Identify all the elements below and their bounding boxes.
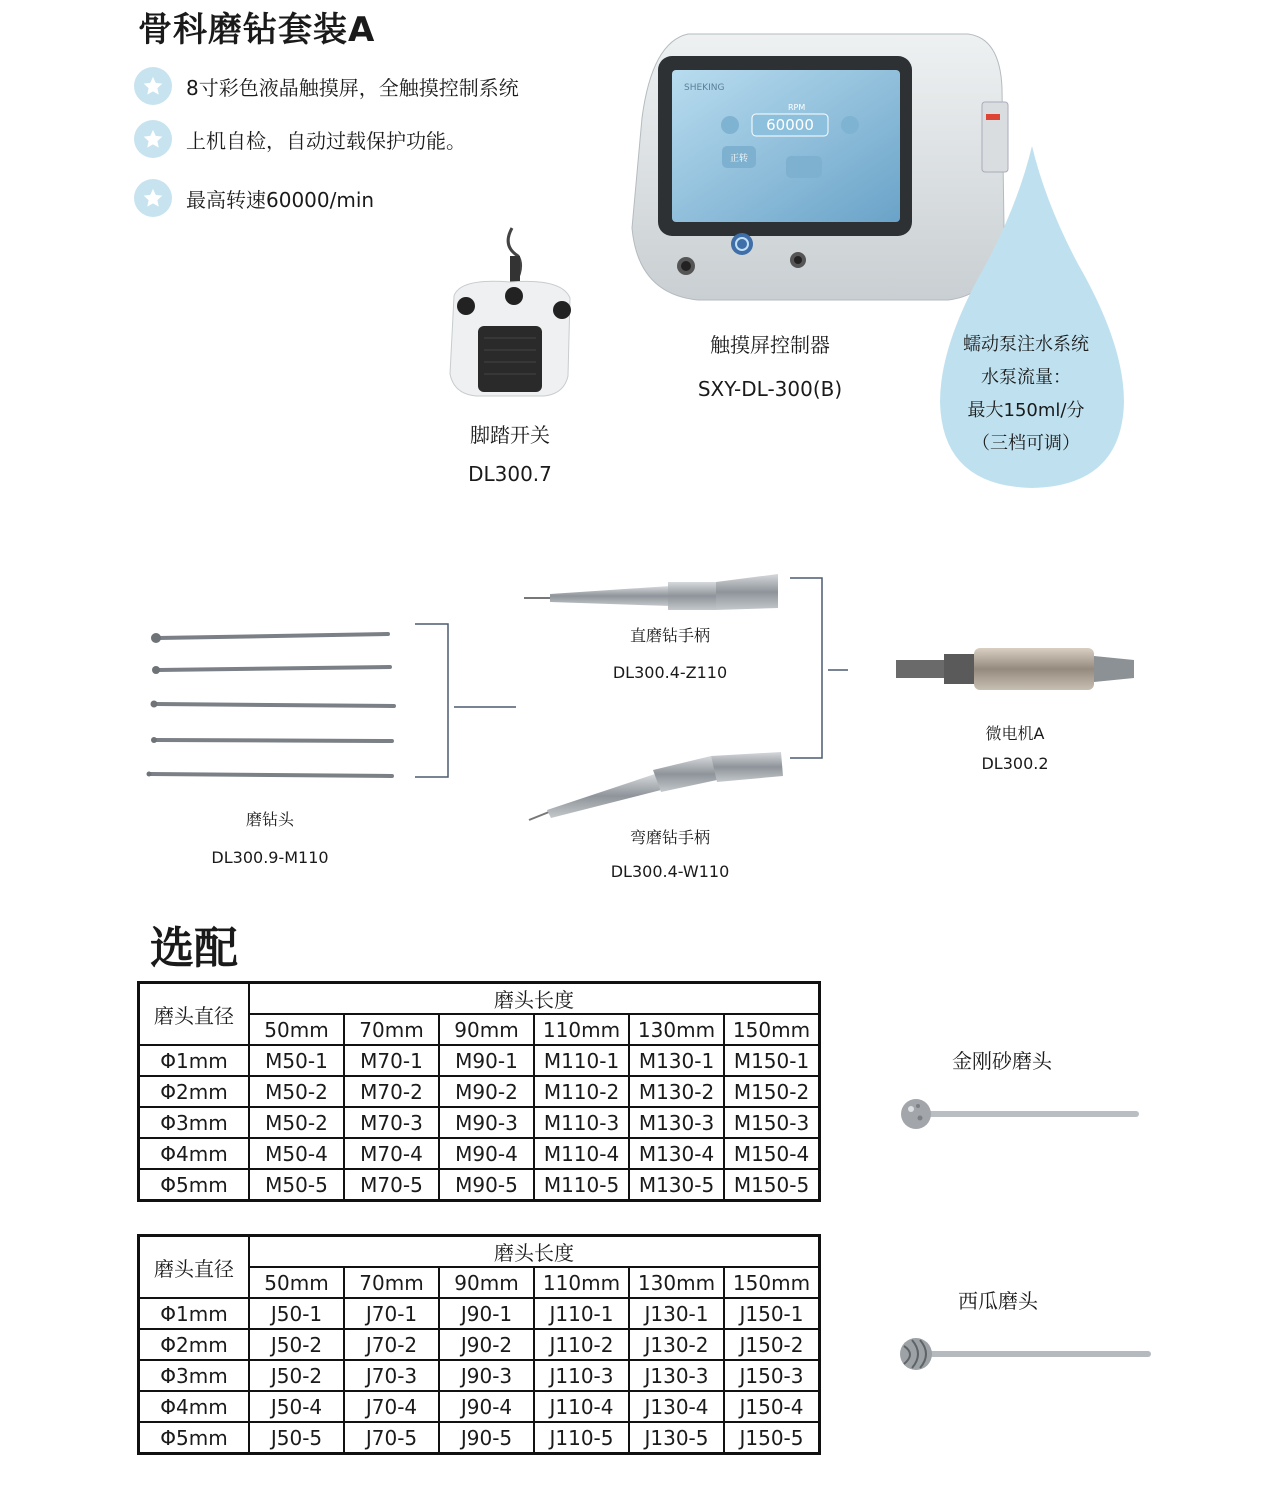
micro-motor-image — [894, 644, 1140, 694]
column-header: 70mm — [344, 1014, 439, 1045]
table-cell: J110-5 — [534, 1422, 629, 1454]
curved-handpiece-name: 弯磨钻手柄 — [629, 828, 710, 847]
column-header: 150mm — [724, 1014, 820, 1045]
table-row — [139, 1360, 820, 1391]
table-row — [139, 1329, 820, 1360]
table-cell: J90-3 — [439, 1360, 534, 1391]
page-title: 骨科磨钻套装A — [138, 10, 376, 50]
table-cell: J50-4 — [249, 1391, 344, 1422]
row-label: Φ4mm — [139, 1391, 250, 1422]
table-cell: J150-2 — [724, 1329, 820, 1360]
table-cell: M90-5 — [439, 1169, 534, 1201]
group-header: 磨头长度 — [249, 983, 820, 1015]
pump-line: （三档可调） — [972, 433, 1080, 454]
table-row — [139, 1138, 820, 1169]
row-label: Φ1mm — [139, 1045, 250, 1076]
table-cell: J50-1 — [249, 1298, 344, 1329]
table-cell: M130-4 — [629, 1138, 724, 1169]
table-cell: M70-1 — [344, 1045, 439, 1076]
table-cell: M50-5 — [249, 1169, 344, 1201]
feature-item — [134, 178, 374, 218]
curved-handpiece-model: DL300.4-W110 — [610, 862, 730, 881]
table-cell: J90-2 — [439, 1329, 534, 1360]
pump-line: 最大150ml/分 — [967, 400, 1085, 421]
straight-handpiece-name: 直磨钻手柄 — [629, 626, 710, 645]
star-icon — [134, 120, 172, 158]
row-label: Φ2mm — [139, 1329, 250, 1360]
table-cell: M70-2 — [344, 1076, 439, 1107]
row-label: Φ5mm — [139, 1169, 250, 1201]
table-cell: J70-5 — [344, 1422, 439, 1454]
table-cell: M130-1 — [629, 1045, 724, 1076]
foot-pedal-image — [440, 226, 580, 398]
table-cell: M90-1 — [439, 1045, 534, 1076]
table-cell: J70-2 — [344, 1329, 439, 1360]
device-model: SXY-DL-300(B) — [697, 377, 843, 401]
table-cell: J90-4 — [439, 1391, 534, 1422]
table-row — [139, 1169, 820, 1201]
options-title: 选配 — [150, 923, 238, 974]
diamond-burr-name: 金刚砂磨头 — [952, 1049, 1052, 1073]
column-header: 90mm — [439, 1267, 534, 1298]
screen-direction-button: 正转 — [729, 154, 749, 164]
column-header: 110mm — [534, 1014, 629, 1045]
row-label: Φ3mm — [139, 1360, 250, 1391]
table-cell: J110-1 — [534, 1298, 629, 1329]
pedal-model: DL300.7 — [468, 462, 552, 486]
screen-rpm-value: 60000 — [766, 116, 814, 134]
table-cell: J130-4 — [629, 1391, 724, 1422]
table-cell: M70-5 — [344, 1169, 439, 1201]
watermelon-burr-image — [896, 1332, 1154, 1374]
table-cell: J90-5 — [439, 1422, 534, 1454]
table-cell: M70-4 — [344, 1138, 439, 1169]
table-row — [139, 1045, 820, 1076]
burr-set-image — [140, 620, 460, 790]
table-row — [139, 1298, 820, 1329]
motor-name: 微电机A — [985, 724, 1045, 743]
row-label: Φ4mm — [139, 1138, 250, 1169]
table-cell: J110-4 — [534, 1391, 629, 1422]
row-header: 磨头直径 — [139, 1236, 250, 1299]
column-header: 110mm — [534, 1267, 629, 1298]
row-label: Φ5mm — [139, 1422, 250, 1454]
table-cell: M110-1 — [534, 1045, 629, 1076]
table-cell: M50-2 — [249, 1076, 344, 1107]
table-row — [139, 1422, 820, 1454]
column-header: 90mm — [439, 1014, 534, 1045]
table-cell: J90-1 — [439, 1298, 534, 1329]
column-header: 50mm — [249, 1014, 344, 1045]
table-cell: J130-5 — [629, 1422, 724, 1454]
table-cell: J110-2 — [534, 1329, 629, 1360]
spec-table-m — [137, 981, 821, 1202]
table-cell: M90-4 — [439, 1138, 534, 1169]
star-icon — [134, 179, 172, 217]
table-row — [139, 1391, 820, 1422]
column-header: 130mm — [629, 1267, 724, 1298]
spec-table-j — [137, 1234, 821, 1455]
table-cell: M50-2 — [249, 1107, 344, 1138]
table-cell: M50-1 — [249, 1045, 344, 1076]
table-cell: M90-2 — [439, 1076, 534, 1107]
row-label: Φ1mm — [139, 1298, 250, 1329]
table-cell: M150-2 — [724, 1076, 820, 1107]
table-cell: J70-1 — [344, 1298, 439, 1329]
table-cell: J150-4 — [724, 1391, 820, 1422]
table-cell: M110-2 — [534, 1076, 629, 1107]
table-cell: M150-4 — [724, 1138, 820, 1169]
table-row — [139, 1076, 820, 1107]
straight-handpiece-model: DL300.4-Z110 — [612, 663, 728, 682]
group-header: 磨头长度 — [249, 1236, 820, 1268]
column-header: 150mm — [724, 1267, 820, 1298]
pump-line: 蠕动泵注水系统 — [963, 334, 1089, 355]
star-icon — [134, 67, 172, 105]
row-label: Φ2mm — [139, 1076, 250, 1107]
pump-line: 水泵流量： — [981, 367, 1071, 388]
table-cell: M130-5 — [629, 1169, 724, 1201]
feature-text: 最高转速60000/min — [186, 187, 375, 212]
burr-model: DL300.9-M110 — [211, 848, 329, 867]
table-cell: M110-4 — [534, 1138, 629, 1169]
pedal-name: 脚踏开关 — [470, 423, 550, 447]
straight-handpiece-image — [520, 570, 790, 620]
table-cell: J150-5 — [724, 1422, 820, 1454]
table-cell: J150-1 — [724, 1298, 820, 1329]
table-cell: M130-2 — [629, 1076, 724, 1107]
row-header: 磨头直径 — [139, 983, 250, 1046]
feature-item — [134, 66, 519, 106]
screen-rpm-label: RPM — [788, 103, 806, 112]
table-cell: M110-5 — [534, 1169, 629, 1201]
row-label: Φ3mm — [139, 1107, 250, 1138]
table-cell: J50-2 — [249, 1360, 344, 1391]
table-cell: J50-5 — [249, 1422, 344, 1454]
device-name: 触摸屏控制器 — [710, 333, 830, 357]
table-cell: J110-3 — [534, 1360, 629, 1391]
table-row — [139, 1107, 820, 1138]
table-cell: M90-3 — [439, 1107, 534, 1138]
table-cell: J70-4 — [344, 1391, 439, 1422]
feature-text: 8寸彩色液晶触摸屏，全触摸控制系统 — [186, 75, 519, 100]
column-header: 50mm — [249, 1267, 344, 1298]
table-cell: J130-3 — [629, 1360, 724, 1391]
table-cell: M150-1 — [724, 1045, 820, 1076]
motor-model: DL300.2 — [981, 754, 1049, 773]
table-cell: M150-3 — [724, 1107, 820, 1138]
feature-item — [134, 119, 466, 159]
table-cell: J130-2 — [629, 1329, 724, 1360]
table-cell: M70-3 — [344, 1107, 439, 1138]
burr-name: 磨钻头 — [245, 810, 294, 829]
column-header: 70mm — [344, 1267, 439, 1298]
table-cell: M150-5 — [724, 1169, 820, 1201]
table-cell: M130-3 — [629, 1107, 724, 1138]
feature-text: 上机自检，自动过载保护功能。 — [186, 128, 466, 153]
table-cell: J50-2 — [249, 1329, 344, 1360]
screen-brand: SHEKING — [684, 83, 725, 93]
table-cell: J150-3 — [724, 1360, 820, 1391]
diamond-burr-image — [896, 1094, 1142, 1134]
table-cell: J70-3 — [344, 1360, 439, 1391]
watermelon-burr-name: 西瓜磨头 — [958, 1289, 1038, 1313]
table-cell: M50-4 — [249, 1138, 344, 1169]
column-header: 130mm — [629, 1014, 724, 1045]
table-cell: M110-3 — [534, 1107, 629, 1138]
table-cell: J130-1 — [629, 1298, 724, 1329]
curved-handpiece-image — [525, 748, 790, 828]
